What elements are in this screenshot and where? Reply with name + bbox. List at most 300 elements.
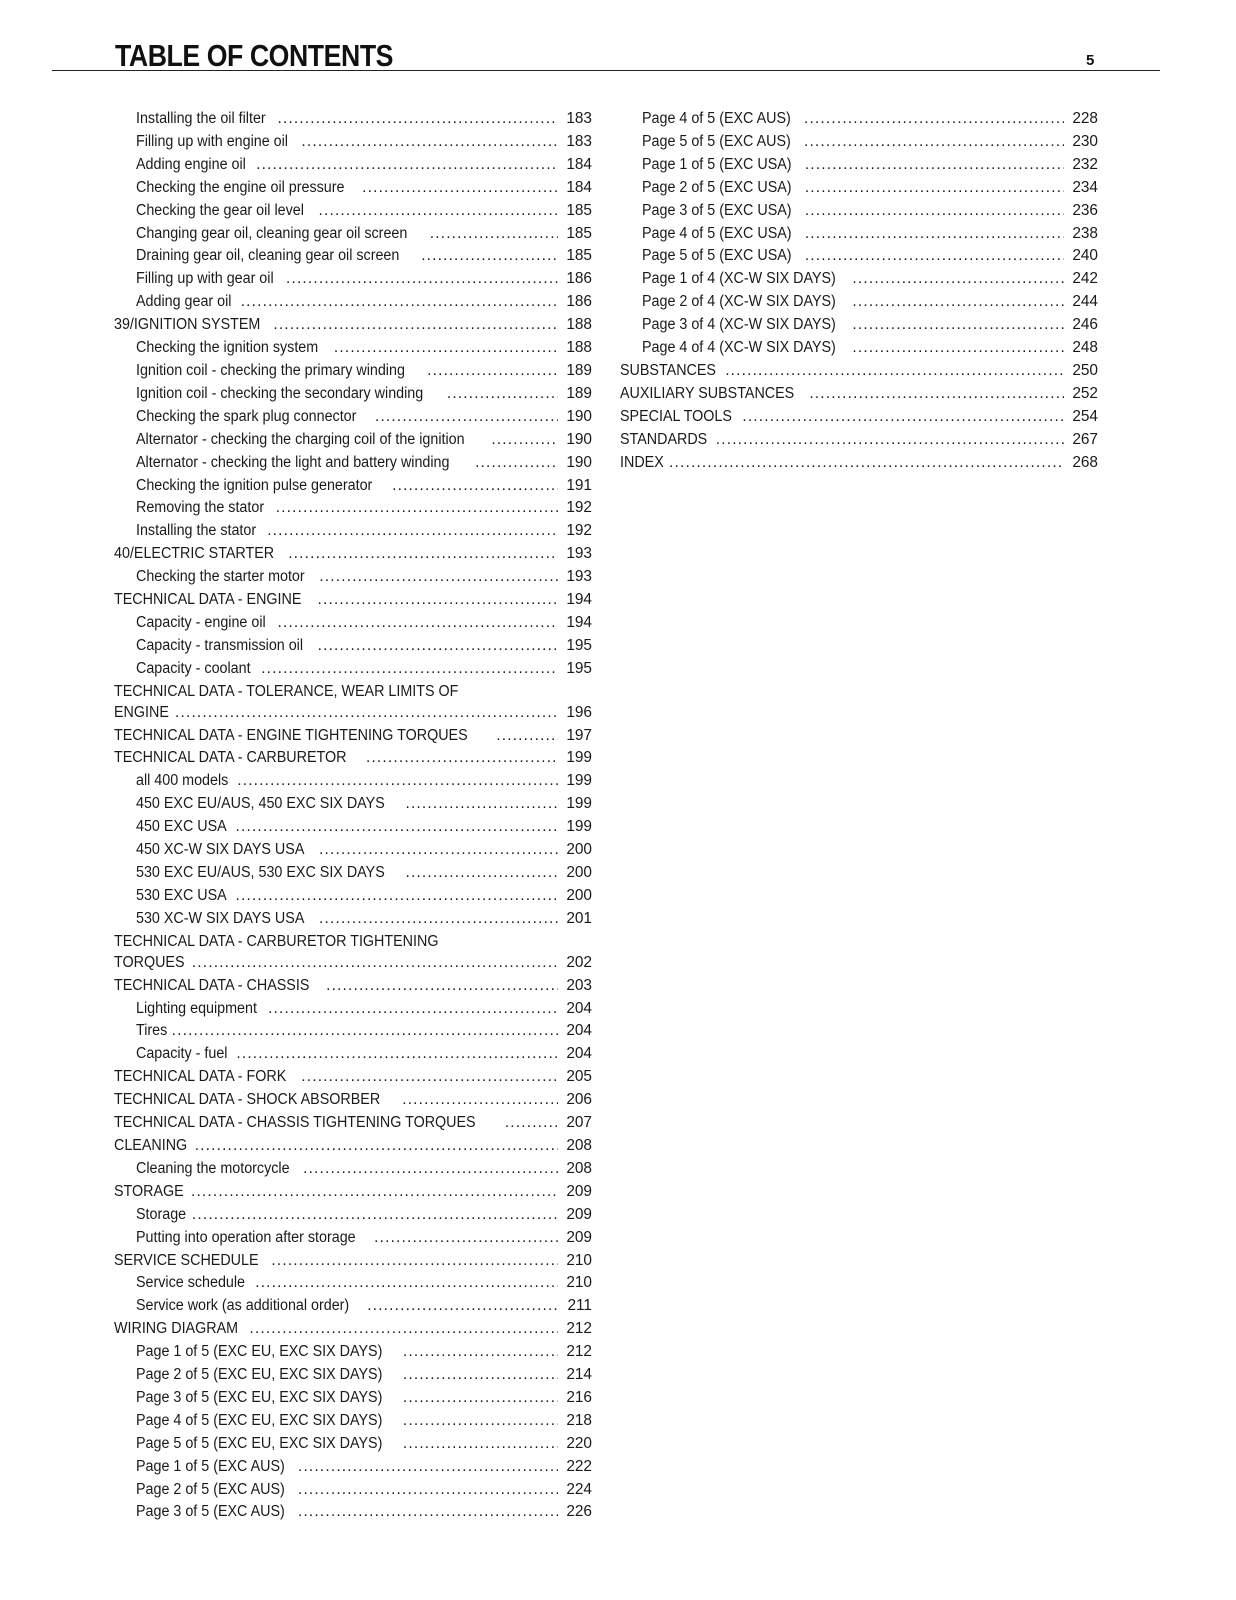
toc-entry[interactable]	[620, 314, 1098, 337]
toc-entry-page: 226	[566, 1503, 592, 1521]
toc-entry-page: 244	[1072, 293, 1098, 311]
toc-entry-page: 208	[566, 1136, 592, 1154]
toc-entry[interactable]	[620, 337, 1098, 360]
dot-leader	[403, 1341, 558, 1364]
toc-entry[interactable]	[114, 998, 592, 1021]
toc-entry-label: Page 1 of 4 (XC-W SIX DAYS)	[642, 270, 836, 288]
toc-entry-label: 450 EXC USA	[136, 818, 227, 836]
toc-entry[interactable]	[114, 1364, 592, 1387]
dot-leader	[809, 383, 1064, 406]
toc-entry-label: Page 2 of 5 (EXC USA)	[642, 178, 792, 196]
dot-leader	[268, 998, 558, 1021]
toc-entry[interactable]	[114, 360, 592, 383]
toc-entry-label: WIRING DIAGRAM	[114, 1320, 239, 1338]
toc-entry[interactable]	[114, 223, 592, 246]
toc-entry[interactable]	[114, 337, 592, 360]
dot-leader	[172, 1020, 558, 1043]
toc-entry-page: 254	[1072, 407, 1098, 425]
toc-entry-page: 210	[566, 1274, 592, 1292]
toc-entry-page: 183	[566, 110, 592, 127]
toc-entry[interactable]	[114, 1479, 592, 1502]
dot-leader	[236, 1043, 558, 1066]
toc-entry-label: Page 1 of 5 (EXC AUS)	[136, 1457, 285, 1475]
toc-entry-label: Page 3 of 5 (EXC AUS)	[136, 1503, 285, 1521]
toc-entry-page: 192	[566, 522, 592, 540]
toc-entry-page: 209	[566, 1228, 592, 1246]
toc-entry-label: STORAGE	[114, 1182, 184, 1200]
toc-entry[interactable]	[114, 1250, 592, 1273]
toc-entry-label: Page 5 of 5 (EXC AUS)	[642, 132, 791, 150]
toc-entry-page: 193	[566, 545, 592, 563]
toc-entry[interactable]	[114, 520, 592, 543]
dot-leader	[319, 839, 558, 862]
toc-entry-label: Page 1 of 5 (EXC EU, EXC SIX DAYS)	[136, 1343, 383, 1361]
toc-entry[interactable]	[114, 702, 592, 725]
toc-entry-page: 210	[566, 1251, 592, 1269]
toc-entry[interactable]	[114, 1387, 592, 1410]
toc-entry-page: 207	[566, 1114, 592, 1132]
toc-entry[interactable]	[114, 1089, 592, 1112]
toc-entry-page: 186	[566, 293, 592, 311]
toc-entry-label: Page 5 of 5 (EXC USA)	[642, 247, 792, 265]
dot-leader	[804, 108, 1064, 131]
toc-entry[interactable]	[114, 658, 592, 681]
dot-leader	[301, 131, 558, 154]
dot-leader	[261, 658, 558, 681]
page-number: 5	[1086, 52, 1095, 69]
toc-entry[interactable]	[620, 177, 1098, 200]
toc-entry-label: TECHNICAL DATA - FORK	[114, 1068, 287, 1086]
toc-entry[interactable]	[114, 589, 592, 612]
toc-entry-page: 200	[566, 864, 592, 881]
dot-leader	[241, 291, 558, 314]
toc-entry-label: Draining gear oil, cleaning gear oil screen	[136, 247, 400, 265]
toc-entry-page: 185	[566, 224, 592, 242]
toc-entry-label: Page 3 of 4 (XC-W SIX DAYS)	[642, 316, 836, 334]
toc-entry[interactable]	[114, 816, 592, 839]
toc-entry-page: 190	[566, 407, 592, 425]
toc-entry-label-line1: TECHNICAL DATA - CARBURETOR TIGHTENING	[114, 932, 439, 950]
toc-entry[interactable]	[114, 839, 592, 862]
toc-entry-page: 192	[566, 499, 592, 517]
dot-leader	[375, 406, 558, 429]
toc-entry-label: TECHNICAL DATA - ENGINE	[114, 591, 302, 609]
toc-entry-page: 206	[566, 1091, 592, 1109]
toc-entry-page: 185	[566, 247, 592, 265]
toc-entry[interactable]	[114, 725, 592, 748]
dot-leader	[318, 635, 558, 658]
toc-entry-label: all 400 models	[136, 772, 229, 790]
dot-leader	[402, 1089, 558, 1112]
toc-entry[interactable]	[114, 1433, 592, 1456]
dot-leader	[301, 1066, 558, 1089]
toc-entry-page: 184	[566, 155, 592, 173]
toc-entry-page: 190	[566, 453, 592, 471]
dot-leader	[326, 975, 558, 998]
toc-entry-page: 204	[566, 1045, 592, 1063]
dot-leader	[852, 337, 1064, 360]
toc-entry[interactable]	[114, 131, 592, 154]
toc-entry-page: 238	[1072, 224, 1098, 242]
toc-entry-label: Lighting equipment	[136, 999, 257, 1017]
toc-entry[interactable]	[114, 200, 592, 223]
toc-entry-label: Capacity - coolant	[136, 659, 251, 677]
toc-entry-page: 202	[566, 953, 592, 971]
toc-entry-label: Capacity - engine oil	[136, 613, 266, 631]
dot-leader	[256, 154, 558, 177]
toc-entry-label: 530 EXC EU/AUS, 530 EXC SIX DAYS	[136, 864, 385, 881]
toc-entry-page: 240	[1072, 247, 1098, 265]
toc-entry-label: 530 EXC USA	[136, 886, 227, 904]
dot-leader	[277, 612, 558, 635]
toc-entry-page: 199	[566, 795, 592, 813]
toc-entry[interactable]	[114, 770, 592, 793]
dot-leader	[805, 177, 1064, 200]
toc-entry[interactable]	[114, 1135, 592, 1158]
toc-entry[interactable]	[620, 360, 1098, 383]
toc-entry[interactable]	[114, 543, 592, 566]
toc-entry[interactable]	[620, 406, 1098, 429]
toc-entry-label: 40/ELECTRIC STARTER	[114, 545, 275, 563]
dot-leader	[496, 725, 558, 748]
dot-leader	[505, 1112, 558, 1135]
toc-entry-page: 267	[1072, 430, 1098, 448]
toc-entry-label: SUBSTANCES	[620, 361, 716, 379]
toc-entry[interactable]	[114, 154, 592, 177]
toc-entry-label: Adding engine oil	[136, 155, 246, 173]
dot-leader	[447, 383, 558, 406]
toc-entry[interactable]	[114, 1181, 592, 1204]
toc-entry-label: Page 2 of 4 (XC-W SIX DAYS)	[642, 293, 836, 311]
toc-entry-label: ENGINE	[114, 703, 169, 721]
toc-entry-page: 250	[1072, 361, 1098, 379]
toc-entry-page: 204	[566, 999, 592, 1017]
toc-entry-page: 208	[566, 1159, 592, 1177]
toc-entry[interactable]	[114, 245, 592, 268]
toc-entry-label: Capacity - transmission oil	[136, 636, 304, 654]
toc-entry-page: 209	[566, 1205, 592, 1223]
toc-entry-label: 450 XC-W SIX DAYS USA	[136, 841, 305, 859]
dot-leader	[175, 702, 558, 725]
toc-entry[interactable]	[114, 566, 592, 589]
toc-entry-page: 200	[566, 841, 592, 859]
dot-leader	[319, 566, 558, 589]
toc-entry-page: 201	[566, 909, 592, 927]
dot-leader	[742, 406, 1064, 429]
toc-entry[interactable]	[114, 268, 592, 291]
toc-right-column	[620, 108, 1098, 475]
toc-entry[interactable]	[620, 429, 1098, 452]
toc-entry[interactable]	[114, 908, 592, 931]
toc-entry[interactable]	[114, 1158, 592, 1181]
toc-entry[interactable]	[114, 497, 592, 520]
dot-leader	[191, 1181, 558, 1204]
toc-entry-label: Page 2 of 5 (EXC AUS)	[136, 1480, 285, 1498]
toc-entry-label: TORQUES	[114, 953, 185, 971]
toc-entry[interactable]	[114, 429, 592, 452]
toc-entry-page: 236	[1072, 201, 1098, 219]
toc-entry-label: TECHNICAL DATA - CARBURETOR	[114, 749, 347, 767]
dot-leader	[236, 885, 558, 908]
dot-leader	[366, 747, 558, 770]
toc-entry-page: 212	[566, 1343, 592, 1361]
toc-entry-page: 216	[566, 1388, 592, 1406]
dot-leader	[267, 520, 558, 543]
dot-leader	[392, 475, 558, 498]
toc-entry-page: 185	[566, 201, 592, 219]
toc-entry-page: 246	[1072, 316, 1098, 334]
dot-leader	[249, 1318, 558, 1341]
toc-entry-label: Putting into operation after storage	[136, 1228, 356, 1246]
dot-leader	[725, 360, 1064, 383]
toc-entry-page: 242	[1072, 270, 1098, 288]
dot-leader	[403, 1410, 558, 1433]
toc-entry-page: 203	[566, 976, 592, 994]
toc-entry-page: 232	[1072, 155, 1098, 173]
toc-entry-page: 199	[566, 749, 592, 767]
toc-entry[interactable]	[114, 747, 592, 770]
toc-entry-page: 186	[566, 270, 592, 288]
toc-entry-label: Installing the stator	[136, 522, 257, 540]
toc-entry[interactable]	[114, 314, 592, 337]
toc-entry[interactable]	[620, 291, 1098, 314]
dot-leader	[319, 200, 558, 223]
dot-leader	[192, 1204, 558, 1227]
dot-leader	[852, 314, 1064, 337]
toc-entry-label: Removing the stator	[136, 499, 265, 517]
toc-entry[interactable]	[114, 1501, 592, 1524]
toc-entry-label: Page 1 of 5 (EXC USA)	[642, 155, 792, 173]
toc-entry-label: Service work (as additional order)	[136, 1297, 350, 1315]
toc-entry-label: INDEX	[620, 453, 664, 471]
toc-entry-page: 248	[1072, 339, 1098, 357]
toc-entry-label: SERVICE SCHEDULE	[114, 1251, 259, 1269]
dot-leader	[804, 131, 1064, 154]
page-header	[52, 36, 1160, 71]
toc-entry-label: Tires	[136, 1022, 168, 1040]
toc-entry-page: 230	[1072, 132, 1098, 150]
toc-entry[interactable]	[114, 1272, 592, 1295]
toc-entry-label: Ignition coil - checking the primary winding	[136, 361, 405, 379]
toc-entry[interactable]	[620, 452, 1098, 475]
toc-entry-page: 195	[566, 659, 592, 677]
toc-entry-label: Page 2 of 5 (EXC EU, EXC SIX DAYS)	[136, 1366, 383, 1384]
toc-entry[interactable]	[114, 1341, 592, 1364]
toc-entry-label: Page 4 of 5 (EXC AUS)	[642, 110, 791, 127]
toc-entry-page: 200	[566, 886, 592, 904]
toc-entry-page: 252	[1072, 384, 1098, 402]
toc-entry[interactable]	[620, 268, 1098, 291]
toc-entry[interactable]	[114, 1204, 592, 1227]
dot-leader	[298, 1479, 558, 1502]
toc-entry[interactable]	[114, 862, 592, 885]
toc-entry-page: 188	[566, 339, 592, 357]
dot-leader	[805, 200, 1064, 223]
toc-entry[interactable]	[114, 612, 592, 635]
toc-entry[interactable]	[114, 1227, 592, 1250]
dot-leader	[430, 223, 558, 246]
toc-entry-label: TECHNICAL DATA - CHASSIS TIGHTENING TORQUES	[114, 1114, 476, 1132]
dot-leader	[303, 1158, 558, 1181]
dot-leader	[805, 245, 1064, 268]
toc-entry-label: 530 XC-W SIX DAYS USA	[136, 909, 305, 927]
toc-entry[interactable]	[620, 200, 1098, 223]
toc-entry[interactable]	[114, 177, 592, 200]
toc-entry-label: Filling up with engine oil	[136, 132, 288, 150]
dot-leader	[298, 1501, 558, 1524]
toc-entry-page: 199	[566, 818, 592, 836]
dot-leader	[669, 452, 1064, 475]
toc-entry[interactable]	[114, 291, 592, 314]
toc-entry-page: 220	[566, 1434, 592, 1452]
toc-entry-page: 212	[566, 1320, 592, 1338]
toc-entry-label: Checking the spark plug connector	[136, 407, 357, 425]
toc-entry[interactable]	[114, 952, 592, 975]
toc-entry-label: Alternator - checking the light and battery winding	[136, 453, 450, 471]
toc-entry[interactable]	[114, 635, 592, 658]
toc-entry[interactable]	[114, 1456, 592, 1479]
toc-entry-label: Cleaning the motorcycle	[136, 1159, 290, 1177]
page-title: TABLE OF CONTENTS	[115, 38, 394, 73]
dot-leader	[852, 268, 1064, 291]
toc-entry[interactable]	[114, 1043, 592, 1066]
dot-leader	[195, 1135, 558, 1158]
toc-entry-label: Page 4 of 4 (XC-W SIX DAYS)	[642, 339, 836, 357]
dot-leader	[271, 1250, 558, 1273]
toc-entry-page: 228	[1072, 110, 1098, 127]
dot-leader	[288, 543, 558, 566]
dot-leader	[405, 793, 558, 816]
toc-entry[interactable]	[114, 975, 592, 998]
toc-entry[interactable]	[114, 885, 592, 908]
toc-entry-page: 189	[566, 384, 592, 402]
dot-leader	[273, 314, 558, 337]
toc-entry-label: Checking the ignition system	[136, 339, 319, 357]
toc-entry-page: 204	[566, 1022, 592, 1040]
dot-leader	[491, 429, 558, 452]
dot-leader	[298, 1456, 558, 1479]
toc-entry-page: 205	[566, 1068, 592, 1086]
dot-leader	[319, 908, 558, 931]
dot-leader	[237, 770, 558, 793]
toc-entry-page: 195	[566, 636, 592, 654]
dot-leader	[405, 862, 558, 885]
dot-leader	[367, 1295, 558, 1318]
toc-entry[interactable]	[114, 1295, 592, 1318]
dot-leader	[362, 177, 558, 200]
toc-entry-page: 214	[566, 1366, 592, 1384]
toc-entry[interactable]	[620, 108, 1098, 131]
toc-entry[interactable]	[620, 383, 1098, 406]
toc-entry-page: 193	[566, 568, 592, 586]
dot-leader	[255, 1272, 558, 1295]
toc-entry-label: Checking the gear oil level	[136, 201, 304, 219]
toc-entry-page: 189	[566, 361, 592, 379]
dot-leader	[403, 1387, 558, 1410]
toc-entry-label: Checking the engine oil pressure	[136, 178, 345, 196]
toc-entry-page: 234	[1072, 178, 1098, 196]
toc-entry-page: 194	[566, 613, 592, 631]
toc-entry-page: 183	[566, 132, 592, 150]
toc-entry-label: Ignition coil - checking the secondary winding	[136, 384, 424, 402]
toc-entry[interactable]	[620, 245, 1098, 268]
dot-leader	[716, 429, 1064, 452]
toc-entry-label: Page 4 of 5 (EXC EU, EXC SIX DAYS)	[136, 1411, 383, 1429]
toc-entry-label: 450 EXC EU/AUS, 450 EXC SIX DAYS	[136, 795, 385, 813]
dot-leader	[805, 154, 1064, 177]
toc-entry-label: Checking the ignition pulse generator	[136, 476, 373, 494]
toc-entry-page: 222	[566, 1457, 592, 1475]
toc-entry[interactable]	[114, 1020, 592, 1043]
toc-entry-label: TECHNICAL DATA - ENGINE TIGHTENING TORQUES	[114, 726, 468, 744]
dot-leader	[334, 337, 558, 360]
toc-entry-label: Installing the oil filter	[136, 110, 266, 127]
toc-entry-label: 39/IGNITION SYSTEM	[114, 316, 261, 334]
toc-entry-label: Alternator - checking the charging coil of the ignition	[136, 430, 465, 448]
toc-entry[interactable]	[114, 406, 592, 429]
toc-entry-label: Service schedule	[136, 1274, 246, 1292]
toc-entry-label: Page 3 of 5 (EXC EU, EXC SIX DAYS)	[136, 1388, 383, 1406]
toc-entry[interactable]	[114, 383, 592, 406]
toc-entry-page: 190	[566, 430, 592, 448]
toc-entry[interactable]	[114, 1112, 592, 1135]
dot-leader	[421, 245, 558, 268]
toc-entry-label: Filling up with gear oil	[136, 270, 274, 288]
toc-entry-page: 191	[566, 476, 592, 494]
dot-leader	[286, 268, 558, 291]
toc-entry-label-line1: TECHNICAL DATA - TOLERANCE, WEAR LIMITS OF	[114, 682, 459, 700]
dot-leader	[475, 452, 558, 475]
toc-entry-page: 199	[566, 772, 592, 790]
toc-entry[interactable]	[114, 1066, 592, 1089]
dot-leader	[236, 816, 558, 839]
toc-entry[interactable]	[114, 452, 592, 475]
dot-leader	[276, 497, 558, 520]
toc-entry[interactable]	[620, 131, 1098, 154]
toc-entry[interactable]	[114, 1410, 592, 1433]
toc-entry-page: 268	[1072, 453, 1098, 471]
toc-entry[interactable]	[114, 793, 592, 816]
toc-entry-label: Adding gear oil	[136, 293, 232, 311]
toc-entry-label: Capacity - fuel	[136, 1045, 228, 1063]
dot-leader	[374, 1227, 558, 1250]
dot-leader	[318, 589, 558, 612]
dot-leader	[403, 1364, 558, 1387]
toc-entry[interactable]	[620, 154, 1098, 177]
toc-entry[interactable]	[620, 223, 1098, 246]
toc-entry-page: 211	[567, 1297, 592, 1315]
toc-entry-page: 196	[566, 703, 592, 721]
toc-entry-label: TECHNICAL DATA - CHASSIS	[114, 976, 310, 994]
toc-entry-label: Changing gear oil, cleaning gear oil screen	[136, 224, 408, 242]
toc-entry[interactable]	[114, 1318, 592, 1341]
dot-leader	[192, 952, 558, 975]
toc-entry-label: Page 3 of 5 (EXC USA)	[642, 201, 792, 219]
toc-entry-label: Page 4 of 5 (EXC USA)	[642, 224, 792, 242]
toc-entry-page: 188	[566, 316, 592, 334]
dot-leader	[427, 360, 558, 383]
toc-entry[interactable]	[114, 108, 592, 131]
toc-entry-label: AUXILIARY SUBSTANCES	[620, 384, 795, 402]
toc-entry-label: SPECIAL TOOLS	[620, 407, 732, 425]
dot-leader	[852, 291, 1064, 314]
toc-entry-label: Checking the starter motor	[136, 568, 305, 586]
dot-leader	[805, 223, 1064, 246]
toc-entry-label: Storage	[136, 1205, 187, 1223]
toc-entry-label: TECHNICAL DATA - SHOCK ABSORBER	[114, 1091, 381, 1109]
dot-leader	[277, 108, 558, 131]
toc-entry[interactable]	[114, 475, 592, 498]
